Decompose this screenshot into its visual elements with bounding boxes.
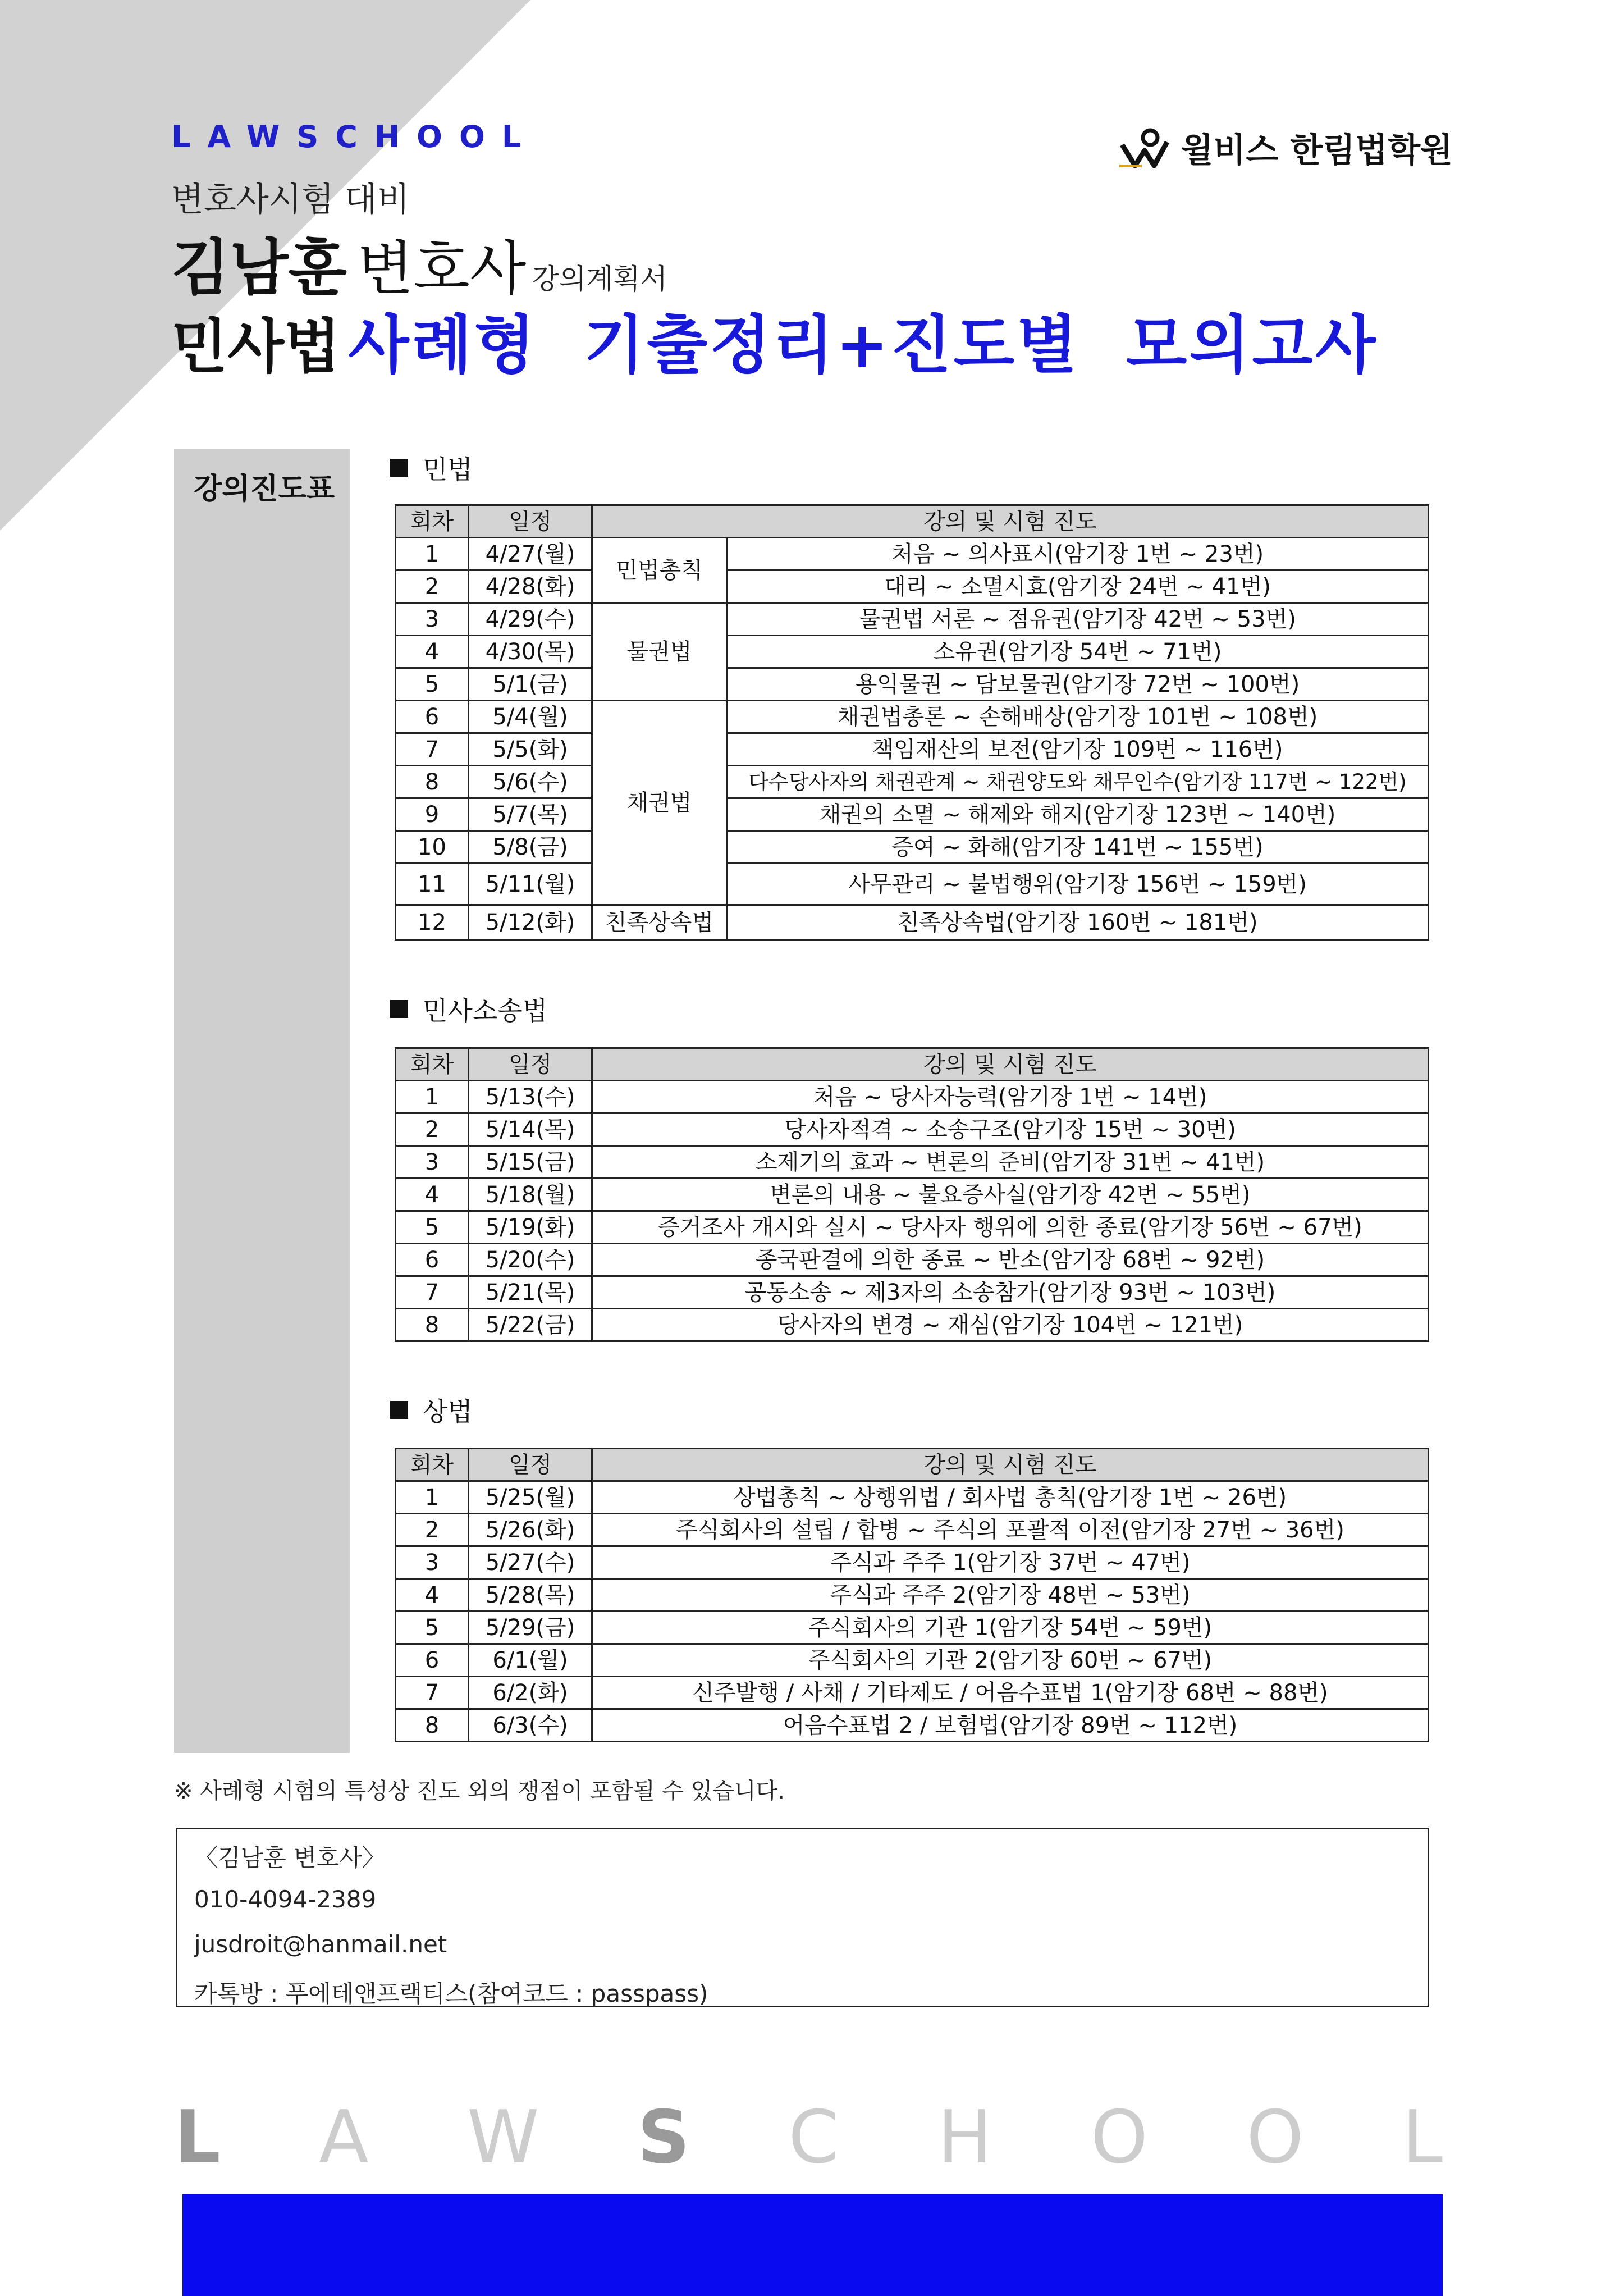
table-row [396,1677,1429,1709]
cell-content: 주식회사의 기관 1(암기장 54번 ~ 59번) [592,1612,1429,1644]
square-bullet-icon [390,1000,408,1018]
section-title: 민법 [423,454,473,485]
table-row [396,1546,1429,1579]
cell-content: 대리 ~ 소멸시효(암기장 24번 ~ 41번) [727,570,1429,603]
table-row [396,798,1429,831]
cell-date: 4/28(화) [469,570,592,603]
col-date: 일정 [469,1048,592,1081]
footer-blue-bar [182,2194,1443,2296]
table-row [396,1309,1429,1341]
cell-date: 6/2(화) [469,1677,592,1709]
table-header-row [396,1449,1429,1481]
cell-topic: 친족상속법 [592,905,727,940]
cell-no: 10 [396,831,469,864]
lecturer-name: 김남훈 [171,233,347,303]
cell-no: 2 [396,1113,469,1146]
cell-date: 4/27(월) [469,538,592,570]
contact-phone: 010-4094-2389 [194,1886,377,1913]
cell-date: 5/5(화) [469,733,592,766]
cell-date: 5/1(금) [469,668,592,701]
table-row [396,701,1429,733]
table-row [396,668,1429,701]
cell-content: 물권법 서론 ~ 점유권(암기장 42번 ~ 53번) [727,603,1429,636]
cell-no: 6 [396,1644,469,1677]
civil-procedure-schedule-table [395,1047,1429,1342]
footer-letter: O [1090,2094,1149,2180]
cell-content: 주식과 주주 1(암기장 37번 ~ 47번) [592,1546,1429,1579]
section-title: 상법 [423,1396,473,1427]
cell-content: 채권의 소멸 ~ 해제와 해지(암기장 123번 ~ 140번) [727,798,1429,831]
cell-no: 9 [396,798,469,831]
cell-content: 다수당사자의 채권관계 ~ 채권양도와 채무인수(암기장 117번 ~ 122번) [727,766,1429,798]
cell-no: 5 [396,668,469,701]
cell-no: 11 [396,864,469,905]
cell-content: 증여 ~ 화해(암기장 141번 ~ 155번) [727,831,1429,864]
cell-no: 5 [396,1612,469,1644]
footer-letter: O [1246,2094,1304,2180]
cell-content: 처음 ~ 당사자능력(암기장 1번 ~ 14번) [592,1081,1429,1113]
civil-schedule-table [395,504,1429,941]
cell-content: 소유권(암기장 54번 ~ 71번) [727,636,1429,668]
cell-content: 책임재산의 보전(암기장 109번 ~ 116번) [727,733,1429,766]
table-row [396,1211,1429,1244]
cell-date: 5/29(금) [469,1612,592,1644]
cell-no: 7 [396,733,469,766]
table-row [396,766,1429,798]
footnote: ※ 사례형 시험의 특성상 진도 외의 쟁점이 포함될 수 있습니다. [174,1778,785,1804]
lecturer-title: 변호사 [356,234,527,303]
col-session: 회차 [396,1048,469,1081]
col-progress: 강의 및 시험 진도 [592,505,1429,538]
footer-letter: L [174,2094,221,2180]
logo-text: 윌비스 한림법학원 [1181,131,1453,170]
footer-letter: W [466,2094,539,2180]
cell-no: 1 [396,1081,469,1113]
academy-logo [1119,124,1453,172]
table-row [396,905,1429,940]
cell-date: 5/13(수) [469,1081,592,1113]
cell-date: 5/7(목) [469,798,592,831]
table-row [396,1612,1429,1644]
table-row [396,603,1429,636]
cell-content: 변론의 내용 ~ 불요증사실(암기장 42번 ~ 55번) [592,1179,1429,1211]
footer-letter: A [318,2094,369,2180]
cell-content: 친족상속법(암기장 160번 ~ 181번) [727,905,1429,940]
cell-content: 용익물권 ~ 담보물권(암기장 72번 ~ 100번) [727,668,1429,701]
cell-no: 3 [396,1146,469,1179]
lawschool-watermark [174,2094,1443,2180]
cell-date: 5/14(목) [469,1113,592,1146]
commercial-schedule-table [395,1448,1429,1742]
cell-content: 상법총칙 ~ 상행위법 / 회사법 총칙(암기장 1번 ~ 26번) [592,1481,1429,1514]
brand-lawschool: LAWSCHOOL [171,119,538,154]
table-row [396,1644,1429,1677]
table-header-row [396,1048,1429,1081]
cell-date: 5/25(월) [469,1481,592,1514]
cell-date: 5/19(화) [469,1211,592,1244]
cell-content: 당사자의 변경 ~ 재심(암기장 104번 ~ 121번) [592,1309,1429,1341]
footer-letter: C [788,2094,839,2180]
cell-no: 4 [396,1179,469,1211]
table-row [396,1514,1429,1546]
willbis-logo-icon [1119,125,1173,170]
course-title: 사례형 기출정리+진도별 모의고사 [348,309,1378,382]
cell-date: 5/15(금) [469,1146,592,1179]
cell-date: 6/3(수) [469,1709,592,1742]
cell-no: 7 [396,1677,469,1709]
table-row [396,636,1429,668]
cell-no: 8 [396,1709,469,1742]
cell-no: 12 [396,905,469,940]
contact-email[interactable]: jusdroit@hanmail.net [194,1930,447,1958]
col-progress: 강의 및 시험 진도 [592,1048,1429,1081]
cell-no: 6 [396,1244,469,1276]
table-row [396,1244,1429,1276]
cell-no: 2 [396,570,469,603]
cell-content: 채권법총론 ~ 손해배상(암기장 101번 ~ 108번) [727,701,1429,733]
table-row [396,1481,1429,1514]
cell-no: 3 [396,1546,469,1579]
cell-date: 5/22(금) [469,1309,592,1341]
table-row [396,864,1429,905]
cell-content: 공동소송 ~ 제3자의 소송참가(암기장 93번 ~ 103번) [592,1276,1429,1309]
cell-no: 7 [396,1276,469,1309]
cell-date: 5/4(월) [469,701,592,733]
side-label: 강의진도표 [194,472,335,506]
plan-label: 강의계획서 [532,263,667,295]
col-session: 회차 [396,505,469,538]
section-commercial [390,1391,473,1428]
cell-no: 2 [396,1514,469,1546]
col-session: 회차 [396,1449,469,1481]
cell-date: 4/29(수) [469,603,592,636]
side-panel [174,449,350,1753]
cell-date: 5/21(목) [469,1276,592,1309]
table-row [396,538,1429,570]
cell-no: 6 [396,701,469,733]
table-row [396,1081,1429,1113]
col-date: 일정 [469,505,592,538]
cell-content: 주식회사의 기관 2(암기장 60번 ~ 67번) [592,1644,1429,1677]
cell-no: 8 [396,1309,469,1341]
contact-box [176,1828,1429,2007]
cell-topic: 민법총칙 [592,538,727,603]
cell-date: 5/18(월) [469,1179,592,1211]
cell-content: 주식과 주주 2(암기장 48번 ~ 53번) [592,1579,1429,1612]
cell-no: 8 [396,766,469,798]
table-row [396,831,1429,864]
cell-no: 4 [396,1579,469,1612]
col-progress: 강의 및 시험 진도 [592,1449,1429,1481]
cell-content: 증거조사 개시와 실시 ~ 당사자 행위에 의한 종료(암기장 56번 ~ 67번) [592,1211,1429,1244]
cell-no: 1 [396,538,469,570]
cell-date: 5/11(월) [469,864,592,905]
cell-content: 사무관리 ~ 불법행위(암기장 156번 ~ 159번) [727,864,1429,905]
cell-content: 처음 ~ 의사표시(암기장 1번 ~ 23번) [727,538,1429,570]
cell-topic: 물권법 [592,603,727,701]
section-civil [390,449,473,486]
table-row [396,1179,1429,1211]
cell-date: 5/28(목) [469,1579,592,1612]
cell-no: 3 [396,603,469,636]
table-row [396,570,1429,603]
cell-date: 5/27(수) [469,1546,592,1579]
contact-kakao: 카톡방 : 푸에테앤프랙티스(참여코드 : passpass) [194,1980,708,2007]
subject-label: 민사법 [171,312,341,381]
square-bullet-icon [390,1401,408,1419]
cell-date: 5/26(화) [469,1514,592,1546]
contact-name: 〈김남훈 변호사〉 [194,1844,386,1872]
cell-content: 종국판결에 의한 종료 ~ 반소(암기장 68번 ~ 92번) [592,1244,1429,1276]
cell-date: 5/6(수) [469,766,592,798]
table-row [396,1146,1429,1179]
square-bullet-icon [390,459,408,477]
section-title: 민사소송법 [423,996,548,1026]
table-row [396,733,1429,766]
cell-content: 신주발행 / 사채 / 기타제도 / 어음수표법 1(암기장 68번 ~ 88번) [592,1677,1429,1709]
footer-letter: L [1402,2094,1443,2180]
course-line [171,295,1378,385]
lecturer-line [171,219,667,306]
cell-no: 1 [396,1481,469,1514]
table-row [396,1709,1429,1742]
table-row [396,1113,1429,1146]
table-row [396,1579,1429,1612]
section-civil-procedure [390,990,547,1028]
cell-date: 4/30(목) [469,636,592,668]
cell-content: 소제기의 효과 ~ 변론의 준비(암기장 31번 ~ 41번) [592,1146,1429,1179]
cell-date: 5/20(수) [469,1244,592,1276]
footer-letter: S [637,2094,690,2180]
cell-content: 주식회사의 설립 / 합병 ~ 주식의 포괄적 이전(암기장 27번 ~ 36번) [592,1514,1429,1546]
cell-no: 4 [396,636,469,668]
exam-prep-label: 변호사시험 대비 [171,180,410,220]
cell-content: 어음수표법 2 / 보험법(암기장 89번 ~ 112번) [592,1709,1429,1742]
cell-date: 5/8(금) [469,831,592,864]
footer-letter: H [937,2094,992,2180]
cell-no: 5 [396,1211,469,1244]
cell-topic: 채권법 [592,701,727,905]
table-row [396,1276,1429,1309]
cell-content: 당사자적격 ~ 소송구조(암기장 15번 ~ 30번) [592,1113,1429,1146]
cell-date: 6/1(월) [469,1644,592,1677]
cell-date: 5/12(화) [469,905,592,940]
col-date: 일정 [469,1449,592,1481]
table-header-row [396,505,1429,538]
